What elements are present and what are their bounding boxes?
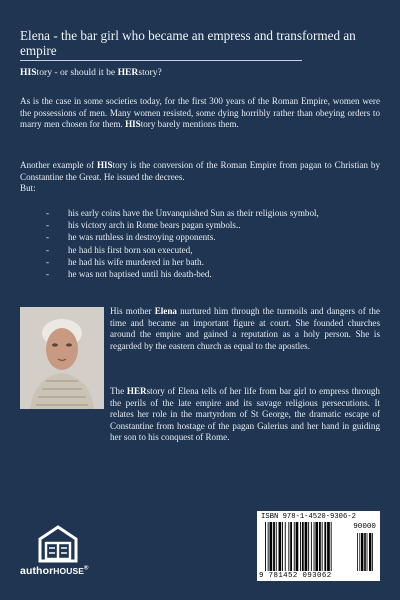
- para4-wrapper: [20, 386, 380, 444]
- list-dash: -: [46, 244, 50, 255]
- para1-his: HIS: [125, 119, 141, 130]
- isbn-barcode: [257, 511, 380, 581]
- list-item: [20, 231, 380, 243]
- list-dash: -: [46, 208, 50, 218]
- list-item: [20, 268, 380, 280]
- isbn-label: ISBN 978-1-4520-9306-2: [261, 513, 356, 521]
- subtitle-end: story?: [138, 67, 162, 78]
- list-item: [20, 256, 380, 268]
- price-code: 90000: [353, 523, 376, 531]
- list-dash: -: [46, 269, 50, 280]
- para2-his: HIS: [96, 160, 113, 170]
- subtitle-her: HER: [117, 67, 139, 78]
- publisher-name-a: author: [20, 565, 54, 577]
- list-item-text: he had his first born son executed,: [68, 244, 193, 255]
- publisher-name-b: HOUSE: [53, 566, 84, 576]
- paragraph-elena-mother: [110, 306, 380, 352]
- list-item: [20, 244, 380, 256]
- paragraph-roman-women: [20, 96, 380, 131]
- paragraph-herstory: [20, 386, 380, 444]
- publisher-logo: [20, 525, 110, 580]
- publisher-name: [20, 565, 110, 577]
- para4-text-a: The: [110, 386, 127, 396]
- para2-text-a: Another example of: [20, 160, 97, 170]
- barcode-digits: 9 781452 093062: [259, 572, 332, 580]
- list-item: [20, 219, 380, 231]
- cover-title: Elena - the bar girl who became an empress and transformed an empire: [20, 28, 356, 58]
- list-item: [20, 207, 380, 219]
- registered-mark: ®: [84, 565, 89, 572]
- title-divider: [20, 60, 302, 61]
- paragraph-constantine: [20, 160, 380, 195]
- list-dash: -: [46, 232, 50, 243]
- book-house-icon: [36, 525, 80, 563]
- list-item-text: his victory arch in Rome bears pagan symbols..: [68, 220, 241, 231]
- subtitle-his: HIS: [20, 67, 37, 78]
- para3-text-a: His mother: [110, 306, 155, 316]
- para4-her: HER: [126, 386, 147, 396]
- barcode-bars: [257, 511, 380, 581]
- para2-but: But:: [20, 183, 36, 194]
- subtitle-mid: tory - or should it be: [36, 67, 118, 78]
- para1-text-b: tory barely mentions them.: [140, 119, 239, 130]
- para2-text-b: tory is the conversion of the Roman Empire from pagan to Christian by Constantine the Great. He issued the decrees.: [20, 160, 380, 182]
- para1-text-a: As is the case in some societies today, for the first 300 years of the Roman Empire, women were the possessions of men. Many women resisted, some dying horribly rather than obeying orders to marry men chosen for them.: [20, 96, 380, 130]
- list-item-text: his early coins have the Unvanquished Sun as their religious symbol,: [68, 208, 319, 218]
- list-item-text: he was not baptised until his death-bed.: [68, 269, 212, 280]
- cover-subtitle: [20, 67, 380, 79]
- para3-elena: Elena: [154, 306, 177, 316]
- list-dash: -: [46, 256, 50, 267]
- list-dash: -: [46, 220, 50, 231]
- constantine-facts-list: [20, 207, 380, 280]
- para3-text-b: nurtured him through the turmoils and dangers of the time and became an important figure at court. She founded churches around the empire and gained a reputation as a holy person. She is regarded by the eastern church as equal to the apostles.: [110, 306, 380, 351]
- para4-text-b: story of Elena tells of her life from bar girl to empress through the perils of the late empire and its savage religious persecutions. It relates her role in the martyrdom of St George, the dramatic escape of Constantine from hostage of the pagan Galerius and her hand in guiding her son to his conquest of Rome.: [110, 386, 380, 443]
- list-item-text: he had his wife murdered in her bath.: [68, 256, 204, 267]
- list-item-text: he was ruthless in destroying opponents.: [68, 232, 216, 243]
